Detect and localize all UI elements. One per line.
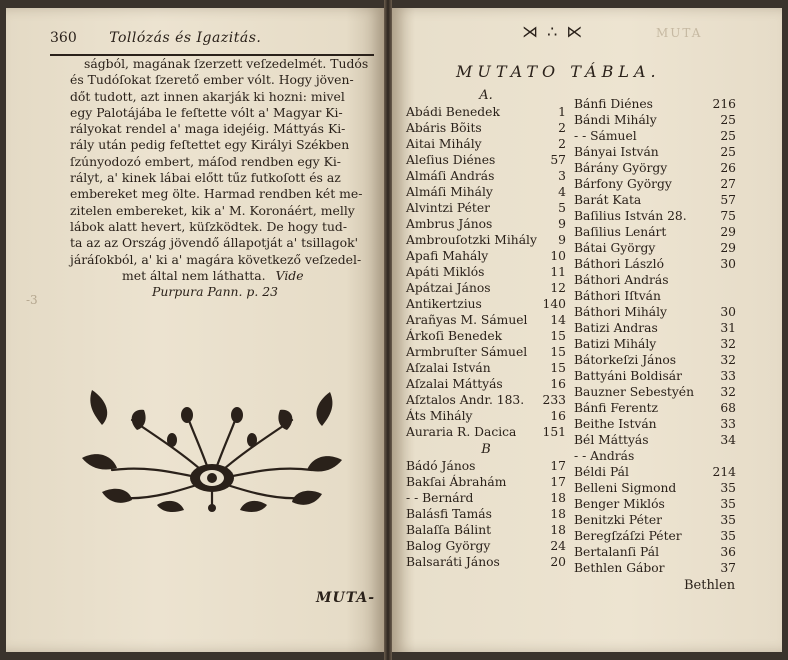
entry-name: Almáſi Mihály	[406, 185, 493, 199]
index-entry	[406, 136, 566, 152]
entry-name: Alvintzi Péter	[406, 201, 490, 215]
body-text	[70, 56, 386, 300]
entry-page: 31	[720, 321, 736, 335]
index-entry	[406, 474, 566, 490]
entry-page: 27	[720, 177, 736, 191]
entry-page: 216	[712, 97, 736, 111]
index-entry	[574, 416, 736, 432]
entry-name: Aſztalos Andr. 183.	[406, 393, 525, 407]
index-entry	[406, 408, 566, 424]
index-entry	[574, 176, 736, 192]
index-entry	[574, 256, 736, 272]
index-entry	[406, 424, 566, 440]
index-entry	[406, 376, 566, 392]
index-entry	[406, 200, 566, 216]
text-line: zitelen embereket, kik a' M. Koronáért, melly	[70, 202, 355, 218]
entry-page: 57	[720, 193, 736, 207]
entry-name: Baſilius Lenárt	[574, 225, 667, 239]
index-entry	[406, 328, 566, 344]
entry-page: 15	[550, 361, 566, 375]
entry-page: 151	[542, 425, 566, 439]
index-entry	[574, 448, 736, 464]
entry-page: 15	[550, 345, 566, 359]
entry-page: 233	[542, 393, 566, 407]
entry-name: Apáti Miklós	[406, 265, 485, 279]
entry-name: Antikertzius	[406, 297, 482, 311]
entry-page: 35	[720, 513, 736, 527]
entry-page: 140	[542, 297, 566, 311]
entry-name: Báthori Iſtván	[574, 289, 661, 303]
text-line: ſzúnyodozó embert, máſod rendben egy Ki-	[70, 153, 341, 169]
text-line: ta az az Ország jövendő állapotját a' tsillagok'	[70, 235, 359, 251]
section-letter-a: A.	[479, 88, 493, 103]
index-entry	[574, 96, 736, 112]
index-entry	[574, 480, 736, 496]
entry-name: Benger Miklós	[574, 497, 665, 511]
entry-name: Béldi Pál	[574, 465, 629, 479]
index-column-2	[574, 96, 736, 576]
reference: Purpura Pann. p. 23	[152, 284, 278, 300]
entry-page: 36	[720, 545, 736, 559]
index-entry	[574, 112, 736, 128]
index-entry	[406, 458, 566, 474]
index-entry	[574, 208, 736, 224]
entry-page: 37	[720, 561, 736, 575]
entry-name: - - Bernárd	[406, 491, 474, 505]
entry-page: 25	[720, 145, 736, 159]
entry-name: Aitai Mihály	[406, 137, 482, 151]
index-entry	[406, 312, 566, 328]
index-entry	[574, 400, 736, 416]
entry-page: 35	[720, 497, 736, 511]
index-entry	[574, 320, 736, 336]
entry-page: 214	[712, 465, 736, 479]
index-entry	[574, 160, 736, 176]
index-entry	[406, 538, 566, 554]
index-entry	[406, 120, 566, 136]
right-page	[392, 8, 782, 652]
entry-name: Bethlen Gábor	[574, 561, 665, 575]
index-entry	[406, 506, 566, 522]
entry-page: 15	[550, 329, 566, 343]
index-entry	[406, 248, 566, 264]
entry-name: Áts Mihály	[406, 409, 473, 423]
entry-page: 17	[550, 475, 566, 489]
bleed-through-text: MUTA	[656, 26, 703, 40]
index-entry	[574, 144, 736, 160]
margin-mark: -3	[26, 293, 38, 307]
text-line: dőt tudott, azt innen akarják ki hozni: mivel	[70, 88, 345, 104]
entry-name: Beithe István	[574, 417, 657, 431]
entry-page: 12	[550, 281, 566, 295]
entry-name: Báthori András	[574, 273, 669, 287]
index-entry	[406, 522, 566, 538]
index-entry	[574, 528, 736, 544]
index-entry	[406, 490, 566, 506]
index-entry	[574, 352, 736, 368]
index-entry	[406, 392, 566, 408]
text-line: rályt, a' kinek lábai előtt tűz futkoſott és az	[70, 170, 341, 186]
text-line: és Tudóſokat ſzerető ember vólt. Hogy jöven-	[70, 72, 354, 88]
entry-page: 29	[720, 225, 736, 239]
entry-name: Bakſai Ábrahám	[406, 475, 507, 489]
section-letter-b: B	[481, 442, 491, 457]
entry-name: Almáſi András	[406, 169, 495, 183]
entry-name: Bándi Mihály	[574, 113, 657, 127]
entry-page: 34	[720, 433, 736, 447]
entry-page: 26	[720, 161, 736, 175]
entry-page: 29	[720, 241, 736, 255]
entry-page: 16	[550, 409, 566, 423]
text-line: ságból, magának ſzerzett veſzedelmét. Tudós	[84, 56, 369, 71]
entry-name: Beregſzáſzi Péter	[574, 529, 682, 543]
index-entry	[574, 384, 736, 400]
entry-page: 33	[720, 417, 736, 431]
entry-page: 18	[550, 507, 566, 521]
entry-page: 68	[720, 401, 736, 415]
index-entry	[574, 544, 736, 560]
entry-page: 2	[558, 121, 566, 135]
entry-name: Báthori Mihály	[574, 305, 668, 319]
entry-name: Balaſſa Bálint	[406, 523, 492, 537]
page-number: 360	[50, 30, 77, 46]
entry-page: 1	[558, 105, 566, 119]
catchword: MUTA-	[316, 590, 376, 606]
entry-name: Barát Kata	[574, 193, 642, 207]
entry-page: 4	[558, 185, 566, 199]
index-entry	[574, 192, 736, 208]
entry-name: Balásfi Tamás	[406, 507, 492, 521]
entry-name: Bárfony György	[574, 177, 672, 191]
entry-page: 24	[550, 539, 566, 553]
entry-name: Bádó János	[406, 459, 476, 473]
entry-name: Aleſius Diénes	[406, 153, 496, 167]
index-entry	[406, 344, 566, 360]
entry-page: 32	[720, 385, 736, 399]
index-entry	[574, 432, 736, 448]
entry-name: Balog György	[406, 539, 491, 553]
entry-page: 30	[720, 257, 736, 271]
running-head	[50, 30, 261, 46]
index-entry	[406, 232, 566, 248]
vide-label: Vide	[275, 267, 304, 283]
text-line: met által nem láthatta. Vide	[122, 267, 304, 283]
index-entry	[406, 184, 566, 200]
entry-name: Abáris Bõits	[406, 121, 482, 135]
entry-page: 75	[720, 209, 736, 223]
entry-name: Báthori László	[574, 257, 664, 271]
entry-page: 17	[550, 459, 566, 473]
index-entry	[406, 264, 566, 280]
entry-name: Auraria R. Dacica	[406, 425, 517, 439]
entry-name: Arañyas M. Sámuel	[406, 313, 528, 327]
entry-page: 3	[558, 169, 566, 183]
entry-name: Bauzner Sebestyén	[574, 385, 694, 399]
index-entry	[574, 240, 736, 256]
catchword: Bethlen	[684, 578, 736, 593]
entry-name: Árkoſi Benedek	[406, 329, 503, 343]
index-entry	[406, 280, 566, 296]
entry-name: Bánfi Diénes	[574, 97, 653, 111]
index-entry	[574, 336, 736, 352]
entry-name: Bárány György	[574, 161, 668, 175]
entry-name: Aſzalai Máttyás	[406, 377, 503, 391]
entry-name: - - András	[574, 449, 635, 463]
entry-page: 5	[558, 201, 566, 215]
entry-page: 10	[550, 249, 566, 263]
entry-page: 35	[720, 481, 736, 495]
entry-name: Baſilius István 28.	[574, 209, 687, 223]
entry-page: 30	[720, 305, 736, 319]
left-page	[6, 8, 384, 652]
entry-name: Bél Máttyás	[574, 433, 649, 447]
floral-ornament	[72, 380, 352, 520]
index-entry	[574, 224, 736, 240]
index-entry	[574, 496, 736, 512]
index-entry	[574, 368, 736, 384]
entry-name: Apátzai János	[406, 281, 491, 295]
text-line: egy Palotájába le feſtette vólt a' Magyar Ki-	[70, 104, 343, 120]
entry-page: 33	[720, 369, 736, 383]
text-line: embereket meg ölte. Harmad rendben két me-	[70, 186, 363, 202]
entry-name: Armbruſter Sámuel	[406, 345, 528, 359]
entry-page: 11	[550, 265, 566, 279]
entry-name: Bánfi Ferentz	[574, 401, 659, 415]
index-column-1	[406, 88, 566, 570]
entry-name: Batizi Andras	[574, 321, 658, 335]
entry-page: 18	[550, 523, 566, 537]
running-title: Tollózás és Igazitás.	[109, 30, 262, 46]
index-entry	[574, 560, 736, 576]
entry-page: 25	[720, 113, 736, 127]
entry-page: 9	[558, 233, 566, 247]
entry-name: Ambrus János	[406, 217, 493, 231]
index-entry	[406, 104, 566, 120]
entry-name: Battyáni Boldisár	[574, 369, 682, 383]
text-line: rályokat rendel a' maga idejéig. Máttyás Ki-	[70, 121, 346, 137]
entry-name: Aſzalai István	[406, 361, 491, 375]
index-entry	[574, 464, 736, 480]
index-entry	[574, 128, 736, 144]
entry-name: Abádi Benedek	[406, 105, 500, 119]
entry-page: 14	[550, 313, 566, 327]
entry-name: Belleni Sigmond	[574, 481, 677, 495]
index-entry	[406, 168, 566, 184]
index-title: MUTATO TÁBLA.	[456, 62, 661, 81]
index-entry	[574, 512, 736, 528]
entry-page: 35	[720, 529, 736, 543]
entry-page: 18	[550, 491, 566, 505]
entry-page: 25	[720, 129, 736, 143]
entry-page: 32	[720, 337, 736, 351]
text-line: járáſokból, a' ki a' magára következő veſzedel-	[70, 251, 362, 267]
entry-name: Benitzki Péter	[574, 513, 662, 527]
index-entry	[406, 296, 566, 312]
text-line: rály után pedig feſtettet egy Királyi Székben	[70, 137, 350, 153]
entry-page: 57	[550, 153, 566, 167]
index-entry	[406, 152, 566, 168]
entry-page: 16	[550, 377, 566, 391]
entry-name: Bertalanſi Pál	[574, 545, 660, 559]
index-entry	[574, 288, 736, 304]
entry-page: 32	[720, 353, 736, 367]
index-entry	[574, 304, 736, 320]
entry-name: Bátorkeſzi János	[574, 353, 677, 367]
text-line: lábok alatt hevert, küſzködtek. De hogy tud-	[70, 218, 348, 234]
entry-page: 9	[558, 217, 566, 231]
entry-name: Balsaráti János	[406, 555, 500, 569]
index-entry	[574, 272, 736, 288]
entry-page: 20	[550, 555, 566, 569]
entry-name: Bányai István	[574, 145, 659, 159]
index-entry	[406, 216, 566, 232]
header-ornament: ⋊ ∴ ⋉	[522, 22, 585, 41]
entry-page: 2	[558, 137, 566, 151]
index-entry	[406, 360, 566, 376]
entry-name: - - Sámuel	[574, 129, 637, 143]
entry-name: Batizi Mihály	[574, 337, 657, 351]
entry-name: Ambrouſotzki Mihály	[406, 233, 537, 247]
index-entry	[406, 554, 566, 570]
entry-name: Apafi Mahály	[406, 249, 489, 263]
entry-name: Bátai György	[574, 241, 656, 255]
